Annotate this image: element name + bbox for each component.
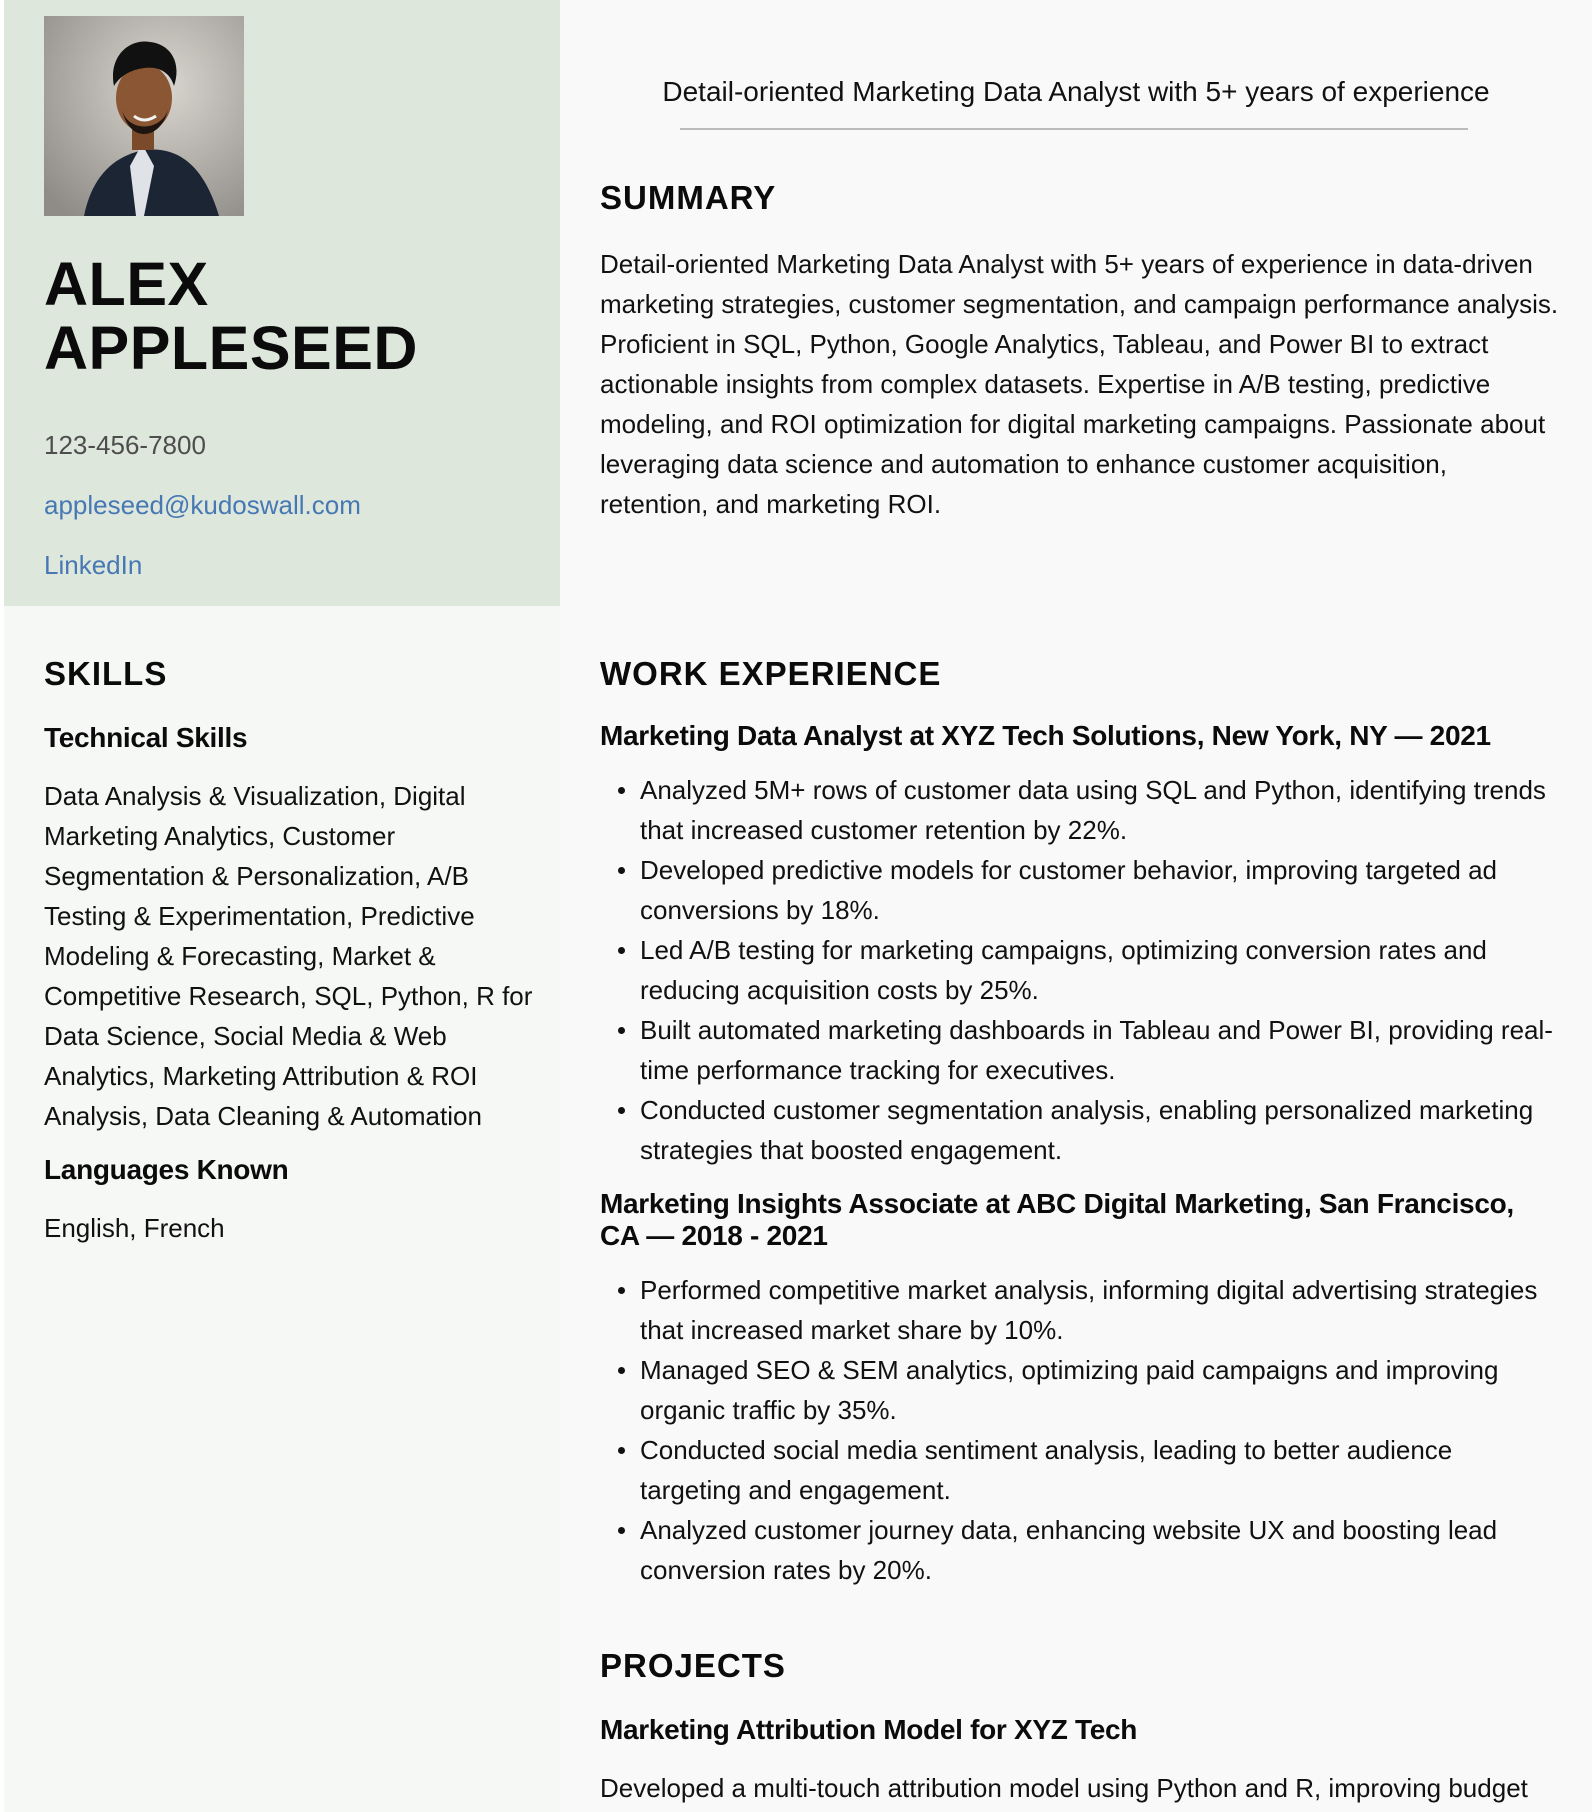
- job-title: Marketing Insights Associate at ABC Digital Marketing, San Francisco, CA — 2018 - 2021: [600, 1188, 1514, 1251]
- job-bullets: [600, 770, 1560, 1170]
- skills-heading: SKILLS: [44, 655, 168, 692]
- avatar-illustration: [44, 16, 244, 216]
- headline-tagline: Detail-oriented Marketing Data Analyst with 5+ years of experience: [662, 76, 1490, 107]
- summary-heading: SUMMARY: [600, 179, 777, 216]
- job-bullet: Developed predictive models for customer behavior, improving targeted ad conversions by 18%.: [600, 850, 1560, 930]
- resume-page: [4, 0, 1592, 1812]
- projects-heading: PROJECTS: [600, 1647, 786, 1684]
- job-title: Marketing Data Analyst at XYZ Tech Solutions, New York, NY — 2021: [600, 720, 1491, 751]
- profile-photo: [44, 16, 244, 216]
- job-bullet: Analyzed 5M+ rows of customer data using SQL and Python, identifying trends that increased customer retention by 22%.: [600, 770, 1560, 850]
- job-bullet: Managed SEO & SEM analytics, optimizing paid campaigns and improving organic traffic by 35%.: [600, 1350, 1560, 1430]
- job-bullet: Led A/B testing for marketing campaigns, optimizing conversion rates and reducing acquisition costs by 25%.: [600, 930, 1560, 1010]
- job-bullet: Conducted social media sentiment analysis, leading to better audience targeting and engagement.: [600, 1430, 1560, 1510]
- phone-number: 123-456-7800: [44, 430, 206, 460]
- right-content: [560, 0, 1592, 1812]
- summary-section: [600, 178, 1560, 524]
- projects-section: [600, 1646, 1560, 1808]
- languages-text: English, French: [44, 1213, 225, 1243]
- job-bullet: Built automated marketing dashboards in Tableau and Power BI, providing real-time performance tracking for executives.: [600, 1010, 1560, 1090]
- job-bullets: [600, 1270, 1560, 1590]
- work-experience-section: [600, 654, 1560, 1590]
- project-description: Developed a multi-touch attribution model using Python and R, improving budget: [600, 1773, 1528, 1803]
- tagline-divider: [680, 128, 1468, 130]
- job-bullet: Performed competitive market analysis, informing digital advertising strategies that increased market share by 10%.: [600, 1270, 1560, 1350]
- technical-skills-text: Data Analysis & Visualization, Digital Marketing Analytics, Customer Segmentation & Personalization, A/B Testing & Experimentation, Predictive Modeling & Forecasting, Market & Competitive Research, SQL, Python, R for Data Science, Social Media & Web Analytics, Marketing Attribution & ROI Analysis, Data Cleaning & Automation: [44, 781, 533, 1131]
- candidate-name: ALEX APPLESEED: [44, 250, 418, 382]
- skills-section: [44, 654, 534, 1248]
- email-link[interactable]: appleseed@kudoswall.com: [44, 490, 361, 520]
- linkedin-link[interactable]: LinkedIn: [44, 550, 143, 580]
- work-experience-heading: WORK EXPERIENCE: [600, 655, 942, 692]
- summary-text: Detail-oriented Marketing Data Analyst with 5+ years of experience in data-driven marketing strategies, customer segmentation, and campaign performance analysis. Proficient in SQL, Python, Google Analytics, Tableau, and Power BI to extract actionable insights from complex datasets. Expertise in A/B testing, predictive modeling, and ROI optimization for digital marketing campaigns. Passionate about leveraging data science and automation to enhance customer acquisition, retention, and marketing ROI.: [600, 249, 1559, 519]
- languages-heading: Languages Known: [44, 1154, 289, 1185]
- project-title: Marketing Attribution Model for XYZ Tech: [600, 1714, 1138, 1745]
- technical-skills-heading: Technical Skills: [44, 722, 248, 753]
- job-bullet: Conducted customer segmentation analysis, enabling personalized marketing strategies that boosted engagement.: [600, 1090, 1560, 1170]
- job-bullet: Analyzed customer journey data, enhancing website UX and boosting lead conversion rates by 20%.: [600, 1510, 1560, 1590]
